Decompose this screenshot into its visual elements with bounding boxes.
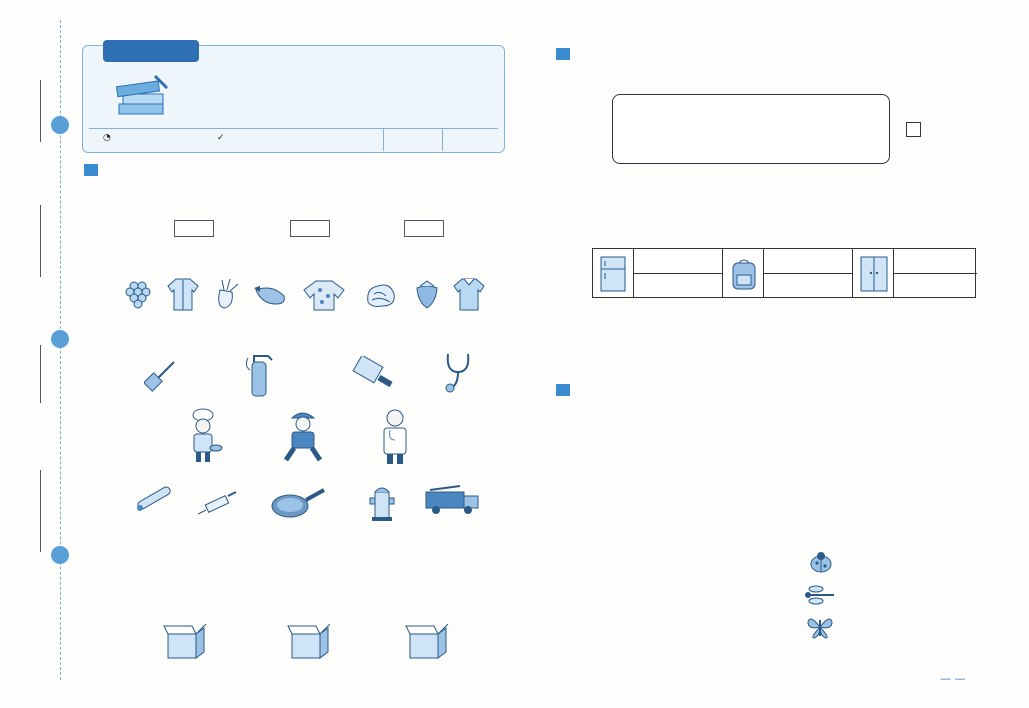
fridge-icon [599, 255, 627, 293]
field-id-line [40, 345, 41, 403]
clock-icon: ◔ [103, 133, 111, 143]
chef-figure-icon [182, 408, 224, 466]
seal-xian [51, 546, 69, 564]
seal-feng [51, 330, 69, 348]
wardrobe-area [852, 248, 976, 298]
binding-strip [0, 0, 80, 708]
stethoscope-icon [442, 350, 476, 394]
answer-box[interactable] [906, 122, 921, 137]
shirt-icon [452, 276, 486, 312]
strawberry-icon [414, 278, 440, 310]
brand-logo [103, 40, 199, 62]
section3-heading [556, 384, 573, 401]
info-bar [89, 128, 498, 150]
section1-heading [84, 164, 101, 181]
grapes-icon [124, 276, 154, 310]
radish-icon [212, 278, 242, 310]
box-icon-2 [286, 622, 332, 660]
wardrobe-icon [859, 255, 889, 293]
box-fruit [290, 220, 330, 237]
check-icon: ✓ [217, 133, 225, 143]
evaluate-label [383, 129, 443, 151]
butterfly-icon [806, 614, 834, 640]
section2-heading [556, 48, 573, 65]
firefighter-figure-icon [280, 408, 326, 464]
flower-frame [612, 94, 890, 164]
cleaver-icon [352, 356, 396, 392]
backpack-icon [729, 257, 759, 291]
field-name-line [40, 80, 41, 142]
field-grade-line [40, 470, 41, 552]
eggplant-icon [252, 282, 290, 308]
thermometer-icon [132, 484, 176, 514]
seal-mi [51, 116, 69, 134]
fire-extinguisher-icon [242, 350, 274, 398]
ladybug-icon [808, 550, 834, 574]
box-clothing [404, 220, 444, 237]
box-icon-3 [404, 622, 450, 660]
books-icon [115, 72, 171, 124]
field-class-line [40, 205, 41, 277]
fridge-area [592, 248, 736, 298]
cabbage-icon [364, 280, 398, 310]
frying-pan-icon [270, 486, 326, 520]
coat-icon [166, 276, 200, 312]
test-header [82, 45, 505, 153]
backpack-area [722, 248, 866, 298]
syringe-icon [196, 490, 240, 518]
dragonfly-icon [804, 584, 836, 606]
fire-truck-icon [424, 484, 482, 516]
sweater-icon [302, 278, 346, 312]
page-number: — — [940, 672, 966, 685]
box-icon-1 [162, 622, 208, 660]
doctor-figure-icon [378, 408, 412, 466]
fire-hydrant-icon [368, 482, 396, 522]
box-vegetable [174, 220, 214, 237]
spatula-icon [144, 360, 178, 392]
